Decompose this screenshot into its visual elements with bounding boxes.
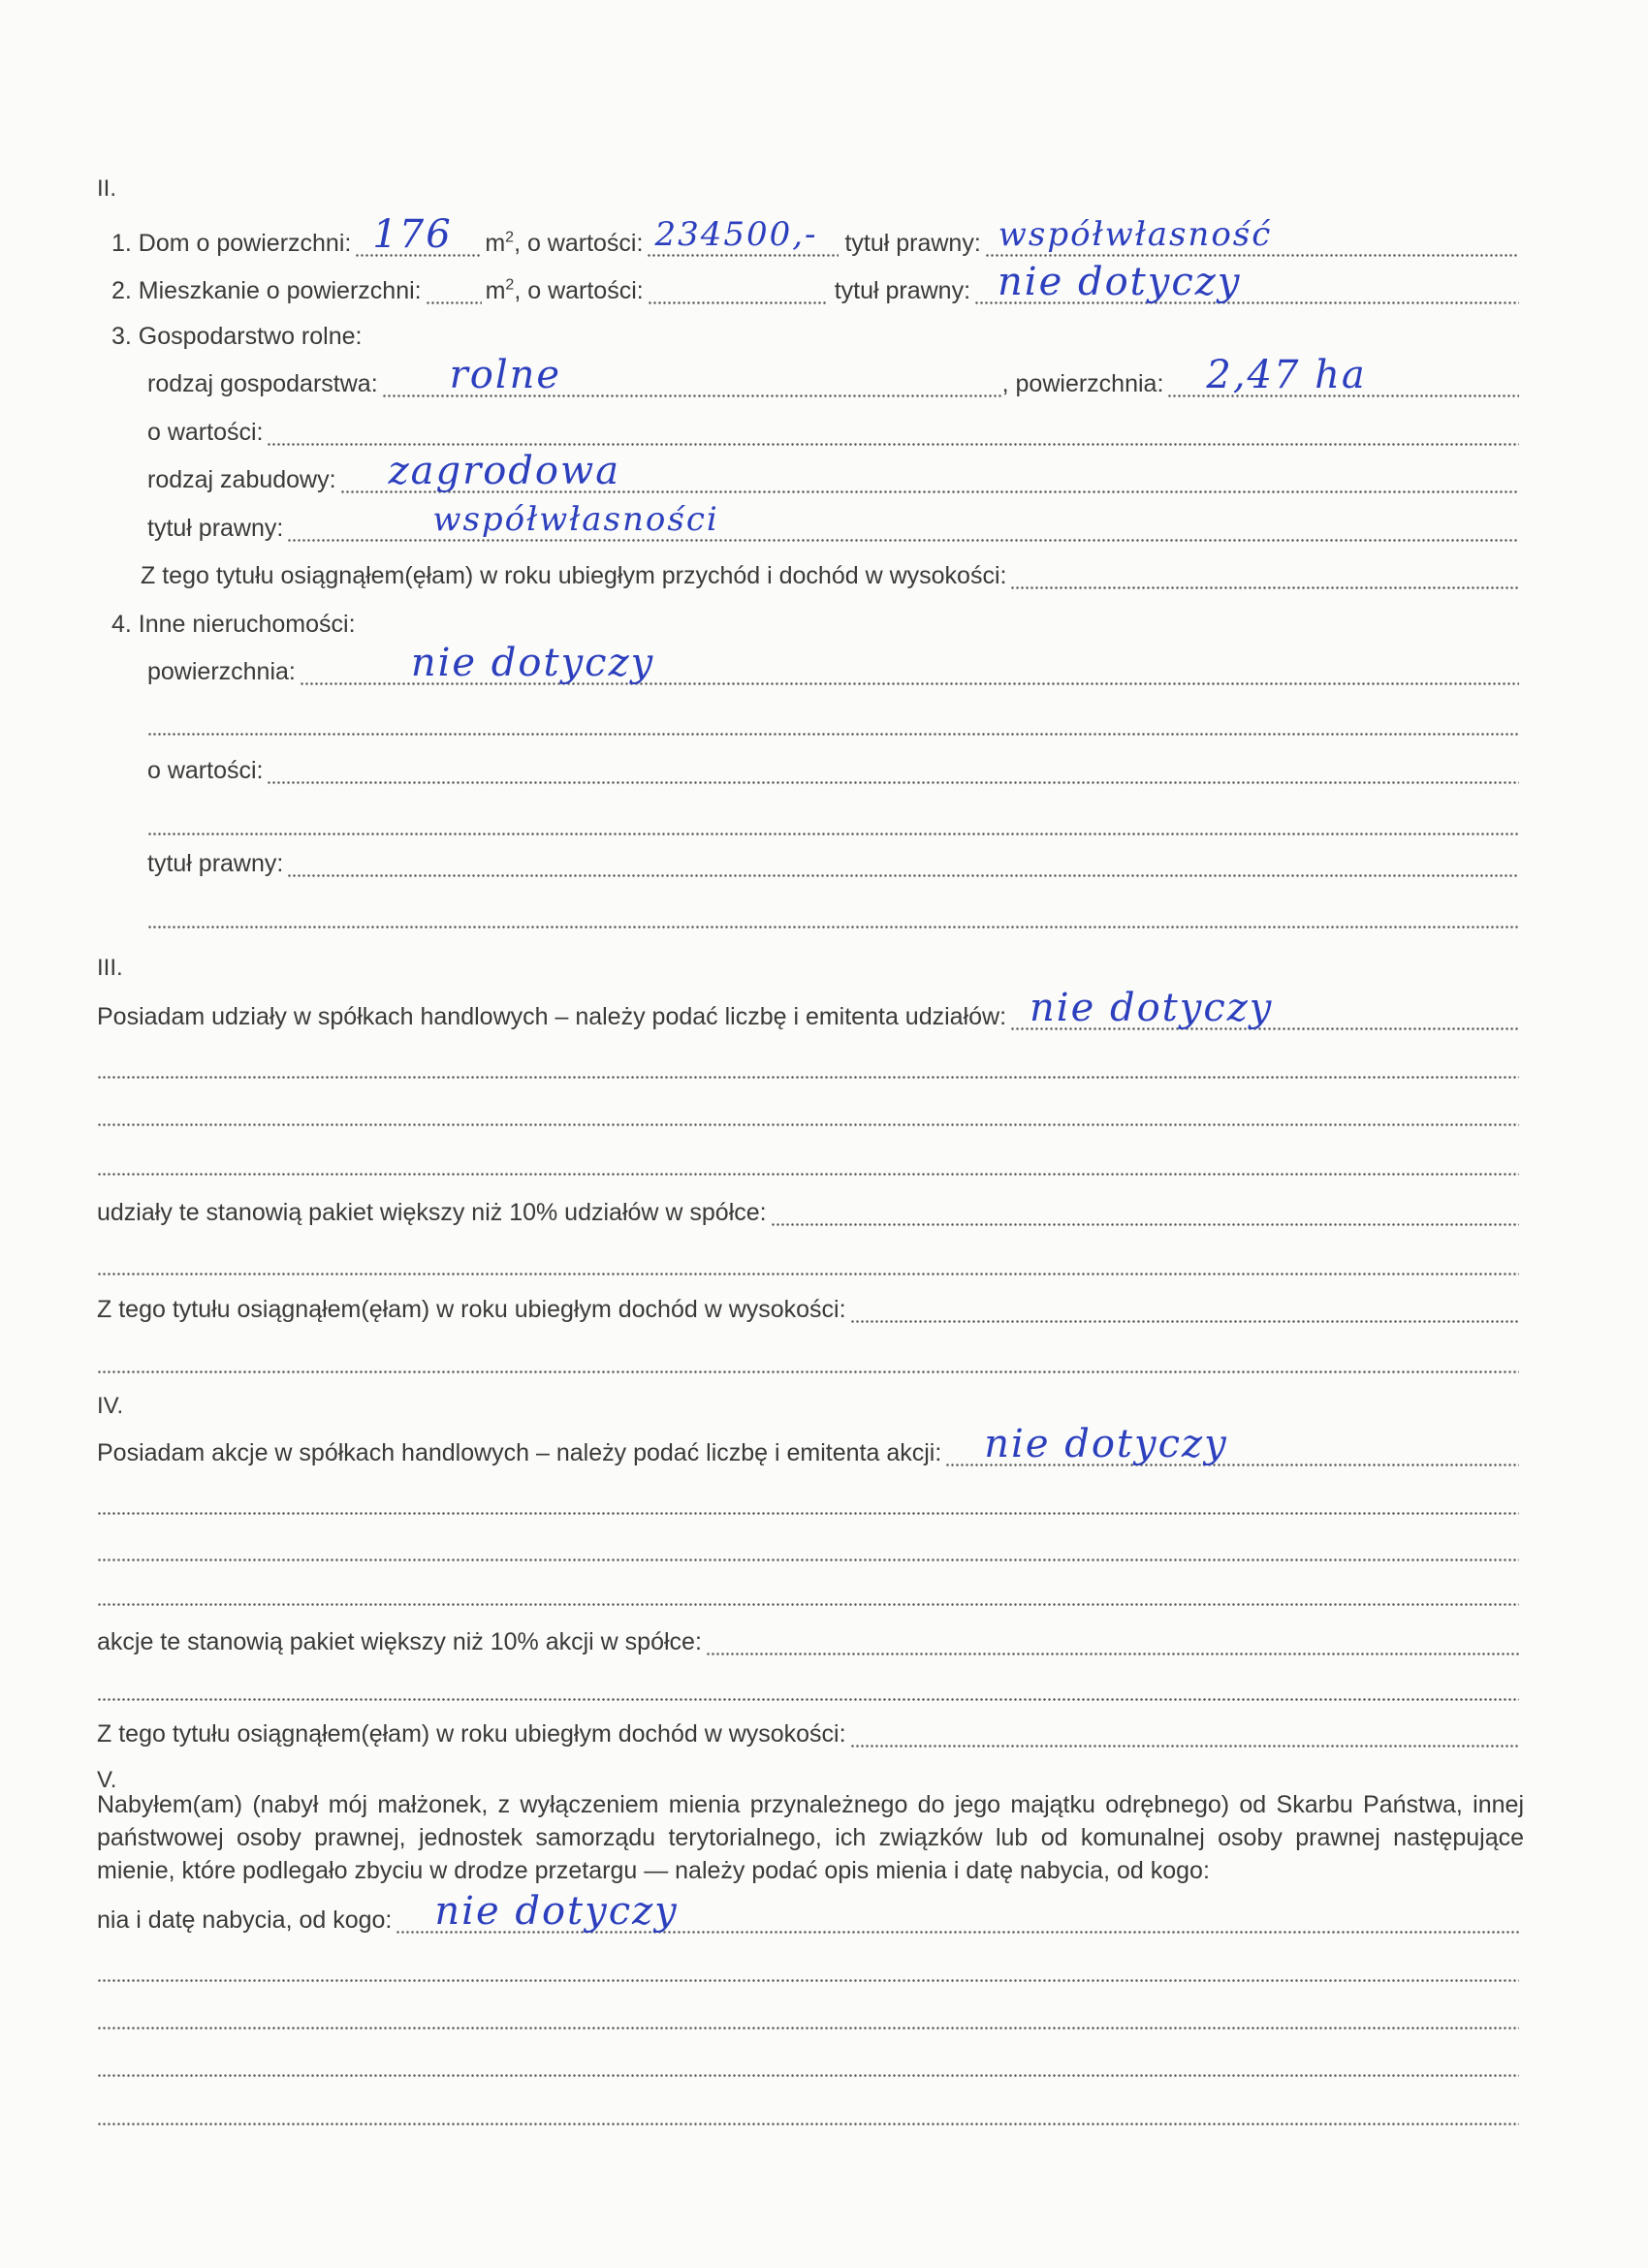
udzialy-dochod-row-2 (97, 1341, 1519, 1374)
gospodarstwo-dochod-row (141, 557, 1519, 590)
udzialy-row-2 (97, 1047, 1519, 1080)
mieszkanie-area-field[interactable] (426, 276, 482, 305)
inne-pow-row-2 (147, 704, 1519, 737)
udzialy-dochod-field-2[interactable] (97, 1345, 1519, 1374)
udzialy-label: Posiadam udziały w spółkach handlowych – należy podać liczbę i emitenta udziałów: (97, 1003, 1007, 1030)
gospodarstwo-tytul-row (147, 500, 1519, 543)
akcje-row (97, 1422, 1519, 1467)
gospodarstwo-dochod-label: Z tego tytułu osiągnąłem(ęłam) w roku ubiegłym przychód i dochód w wysokości: (141, 562, 1007, 589)
akcje-dochod-field[interactable] (850, 1719, 1519, 1748)
inne-tytul-field[interactable] (287, 849, 1519, 878)
inne-tytul-row-2 (147, 897, 1519, 929)
mieszkanie-label: 2. Mieszkanie o powierzchni: (111, 277, 422, 304)
gospodarstwo-heading: 3. Gospodarstwo rolne: (111, 323, 363, 350)
inne-tytul-row (147, 845, 1519, 878)
akcje-pakiet-label: akcje te stanowią pakiet większy niż 10% akcji w spółce: (97, 1628, 702, 1655)
mieszkanie-title-value: nie dotyczy (998, 260, 1242, 304)
udzialy-field-3[interactable] (97, 1098, 1519, 1127)
gospodarstwo-zabudowa-field[interactable] (340, 449, 1519, 494)
gospodarstwo-tytul-value: współwłasności (432, 500, 719, 539)
mieszkanie-value-field[interactable] (648, 276, 827, 305)
inne-pow-label: powierzchnia: (147, 658, 296, 685)
akcje-field-2[interactable] (97, 1487, 1519, 1516)
section-2-heading: II. (97, 175, 117, 202)
inne-pow-value: nie dotyczy (410, 641, 655, 685)
udzialy-pakiet-field[interactable] (771, 1198, 1519, 1227)
gospodarstwo-rodzaj-label: rodzaj gospodarstwa: (147, 370, 378, 397)
gospodarstwo-pow-value: 2,47 ha (1206, 353, 1367, 397)
section-5-answer-row (97, 1889, 1519, 1935)
akcje-field[interactable] (945, 1422, 1519, 1467)
section-5-last-label: nia i datę nabycia, od kogo: (97, 1906, 393, 1934)
inne-wartosc-row (147, 752, 1519, 785)
inne-wartosc-field[interactable] (267, 756, 1519, 785)
akcje-row-2 (97, 1483, 1519, 1516)
akcje-field-3[interactable] (97, 1533, 1519, 1562)
gospodarstwo-rodzaj-row (147, 353, 1519, 398)
inne-pow-field-2[interactable] (147, 708, 1519, 737)
udzialy-pakiet-row (97, 1194, 1519, 1227)
udzialy-value: nie dotyczy (1030, 986, 1274, 1030)
dom-title-value: współwłasność (998, 215, 1273, 254)
inne-pow-field[interactable] (300, 641, 1519, 686)
udzialy-field-4[interactable] (97, 1148, 1519, 1177)
gospodarstwo-dochod-field[interactable] (1010, 561, 1519, 590)
inne-heading: 4. Inne nieruchomości: (111, 611, 356, 638)
dom-row: 1. Dom o powierzchni: 176 $m^2$, o wartości: 234500,- tytuł prawny: współwłasność (111, 225, 1519, 258)
udzialy-dochod-row (97, 1291, 1519, 1324)
dom-value-field[interactable] (647, 215, 839, 258)
mieszkanie-title-field[interactable] (974, 260, 1519, 305)
gospodarstwo-wartosc-row (147, 414, 1519, 447)
inne-wartosc-label: o wartości: (147, 757, 264, 784)
dom-value-label: , o wartości: (514, 230, 644, 257)
dom-label: 1. Dom o powierzchni: (111, 230, 352, 257)
akcje-pakiet-row (97, 1623, 1519, 1656)
section-5-field-2[interactable] (97, 1954, 1519, 1983)
udzialy-pakiet-field-2[interactable] (97, 1247, 1519, 1276)
section-5-answer-value: nie dotyczy (434, 1889, 679, 1934)
akcje-dochod-row (97, 1716, 1519, 1748)
gospodarstwo-pow-label: , powierzchnia: (1001, 370, 1164, 397)
inne-pow-row (147, 641, 1519, 686)
udzialy-dochod-field[interactable] (850, 1295, 1519, 1324)
udzialy-field[interactable] (1010, 986, 1519, 1031)
dom-unit: m (485, 230, 506, 257)
akcje-label: Posiadam akcje w spółkach handlowych – należy podać liczbę i emitenta akcji: (97, 1439, 942, 1466)
section-5-row-4 (97, 2045, 1519, 2078)
section-5-row-2 (97, 1950, 1519, 1983)
udzialy-row-4 (97, 1144, 1519, 1177)
gospodarstwo-pow-field[interactable] (1167, 353, 1519, 398)
udzialy-row-3 (97, 1094, 1519, 1127)
gospodarstwo-tytul-field[interactable] (287, 500, 1519, 543)
section-5-text: Nabyłem(am) (nabył mój małżonek, z wyłączeniem mienia przynależnego do jego majątku odrębnego) od Skarbu Państwa, innej państwowej osoby prawnej, jednostek samorządu terytorialnego, ich związków lub od komunalnej osoby prawnej następujące mienie, które podlegało zbyciu w drodze przetargu — należy podać opis mienia i datę nabycia, od kogo: (97, 1791, 1524, 1884)
gospodarstwo-rodzaj-field[interactable] (382, 353, 1002, 398)
gospodarstwo-rodzaj-value: rolne (449, 353, 562, 397)
mieszkanie-value-label: , o wartości: (514, 277, 644, 304)
inne-wartosc-row-2 (147, 803, 1519, 836)
inne-wartosc-field-2[interactable] (147, 807, 1519, 836)
udzialy-field-2[interactable] (97, 1051, 1519, 1080)
gospodarstwo-zabudowa-value: zagrodowa (388, 449, 621, 493)
udzialy-row (97, 986, 1519, 1031)
akcje-row-4 (97, 1574, 1519, 1607)
akcje-pakiet-field-2[interactable] (97, 1673, 1519, 1702)
inne-tytul-label: tytuł prawny: (147, 850, 284, 877)
gospodarstwo-tytul-label: tytuł prawny: (147, 515, 284, 542)
section-5-answer-field[interactable] (396, 1889, 1519, 1935)
section-5-heading: V. (97, 1767, 117, 1793)
section-5-row-5 (97, 2094, 1519, 2126)
section-3-heading: III. (97, 955, 123, 981)
akcje-field-4[interactable] (97, 1578, 1519, 1607)
akcje-row-3 (97, 1529, 1519, 1562)
dom-value-value: 234500,- (654, 215, 818, 254)
section-5-field-3[interactable] (97, 2001, 1519, 2031)
akcje-dochod-label: Z tego tytułu osiągnąłem(ęłam) w roku ubiegłym dochód w wysokości: (97, 1720, 846, 1748)
section-5-field-4[interactable] (97, 2049, 1519, 2078)
dom-area-field[interactable] (355, 212, 481, 258)
dom-title-field[interactable] (985, 215, 1519, 258)
udzialy-dochod-label: Z tego tytułu osiągnąłem(ęłam) w roku ubiegłym dochód w wysokości: (97, 1296, 846, 1323)
akcje-value: nie dotyczy (984, 1422, 1228, 1466)
udzialy-pakiet-label: udziały te stanowią pakiet większy niż 10% udziałów w spółce: (97, 1199, 767, 1226)
mieszkanie-title-label: tytuł prawny: (834, 277, 971, 304)
inne-tytul-field-2[interactable] (147, 900, 1519, 929)
akcje-pakiet-row-2 (97, 1669, 1519, 1702)
section-4-heading: IV. (97, 1393, 124, 1419)
dom-title-label: tytuł prawny: (844, 230, 981, 257)
akcje-pakiet-field[interactable] (706, 1627, 1519, 1656)
gospodarstwo-zabudowa-row (147, 449, 1519, 494)
section-5-row-3 (97, 1998, 1519, 2031)
dom-area-value: 176 (372, 212, 453, 257)
section-5-field-5[interactable] (97, 2097, 1519, 2126)
mieszkanie-row: 2. Mieszkanie o powierzchni: $m^2$, o wartości: tytuł prawny: nie dotyczy (111, 272, 1519, 305)
udzialy-pakiet-row-2 (97, 1244, 1519, 1276)
gospodarstwo-wartosc-label: o wartości: (147, 419, 264, 446)
gospodarstwo-zabudowa-label: rodzaj zabudowy: (147, 466, 336, 493)
gospodarstwo-wartosc-field[interactable] (267, 418, 1519, 447)
